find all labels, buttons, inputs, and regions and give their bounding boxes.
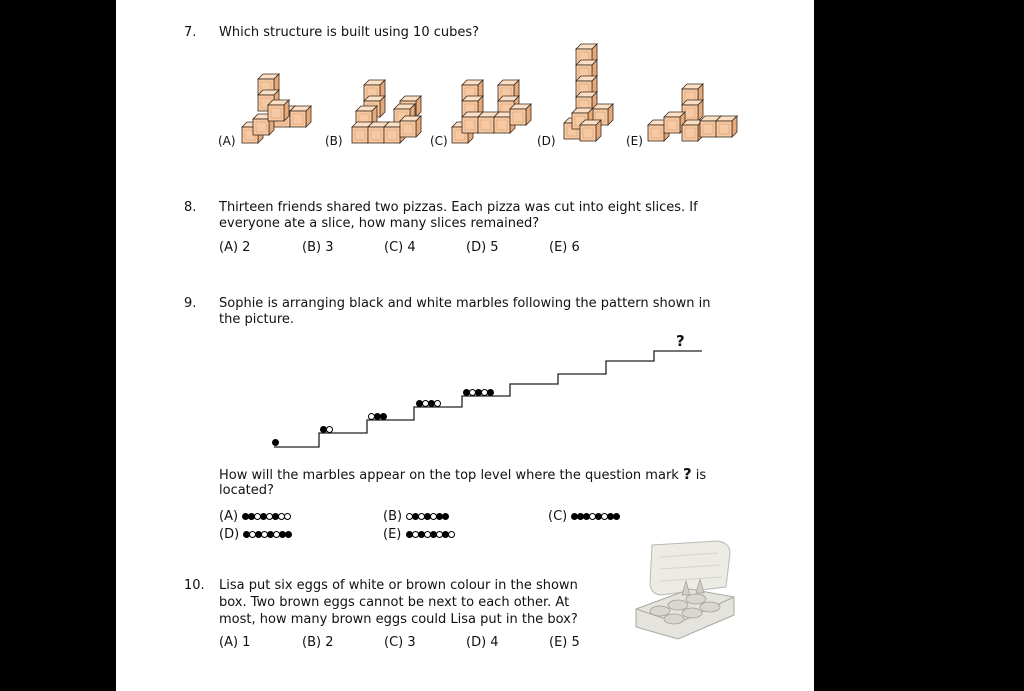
stair-step-5-marbles (463, 389, 493, 396)
q8-option-b[interactable]: (B) 3 (302, 240, 334, 255)
stair-step-1-marbles (272, 439, 278, 446)
q9-option-b[interactable] (383, 509, 448, 525)
q9-option-b-marbles (406, 513, 448, 520)
question-9-line-2: the picture. (219, 312, 295, 327)
stair-step-2-marbles (320, 426, 332, 433)
question-8-line-2: everyone ate a slice, how many slices remained? (219, 216, 540, 231)
question-10-line-3: most, how many brown eggs could Lisa put in the box? (219, 612, 578, 627)
question-8-line-1: Thirteen friends shared two pizzas. Each pizza was cut into eight slices. If (219, 200, 698, 215)
q9-option-a[interactable] (219, 509, 290, 525)
q9-option-e-marbles (406, 531, 454, 538)
stair-step-3-marbles (368, 413, 386, 420)
q9-option-e-label: (E) (383, 527, 402, 542)
q9-option-c-label: (C) (548, 509, 568, 524)
q9-option-c-marbles (571, 513, 619, 520)
structure-e (648, 84, 737, 141)
structure-b (352, 80, 421, 143)
q8-option-c[interactable]: (C) 4 (384, 240, 416, 255)
stair-step-4-marbles (416, 400, 440, 407)
q9-option-c[interactable] (548, 509, 619, 525)
q10-option-b[interactable]: (B) 2 (302, 635, 334, 650)
stair-question-mark: ? (676, 332, 685, 350)
worksheet-page (116, 0, 814, 691)
q7-option-b-label: (B) (325, 134, 343, 148)
egg-carton-image (630, 535, 740, 645)
q7-option-a-label: (A) (218, 134, 236, 148)
q10-option-e[interactable]: (E) 5 (549, 635, 580, 650)
q10-option-c[interactable]: (C) 3 (384, 635, 416, 650)
q8-option-d[interactable]: (D) 5 (466, 240, 499, 255)
question-9-follow-up-line-1 (219, 466, 706, 484)
question-7-text: Which structure is built using 10 cubes? (219, 25, 480, 40)
question-8-number: 8. (184, 200, 197, 215)
question-9-line-1: Sophie is arranging black and white marbles following the pattern shown in (219, 296, 711, 311)
q8-option-a[interactable]: (A) 2 (219, 240, 251, 255)
q10-option-d[interactable]: (D) 4 (466, 635, 499, 650)
question-10-line-1: Lisa put six eggs of white or brown colour in the shown (219, 578, 578, 593)
q9-option-a-marbles (242, 513, 290, 520)
q7-option-c-label: (C) (430, 134, 448, 148)
question-9-follow-up-part-a: How will the marbles appear on the top level where the question mark (219, 468, 679, 483)
q9-option-d[interactable] (219, 527, 291, 543)
q8-option-e[interactable]: (E) 6 (549, 240, 580, 255)
question-7-number: 7. (184, 25, 197, 40)
structure-a (242, 74, 311, 143)
structure-c (452, 80, 531, 143)
q9-option-b-label: (B) (383, 509, 403, 524)
q7-option-d-label: (D) (537, 134, 556, 148)
question-9-follow-up-line-2: located? (219, 483, 274, 498)
question-9-follow-up-qmark: ? (682, 465, 692, 483)
q9-option-a-label: (A) (219, 509, 239, 524)
question-10-number: 10. (184, 578, 205, 593)
q9-option-e[interactable] (383, 527, 454, 543)
question-10-line-2: box. Two brown eggs cannot be next to each other. At (219, 595, 570, 610)
q9-option-d-marbles (243, 531, 291, 538)
q10-option-a[interactable]: (A) 1 (219, 635, 251, 650)
structure-d (564, 44, 613, 141)
question-9-follow-up-part-b: is (695, 468, 707, 483)
q9-option-d-label: (D) (219, 527, 240, 542)
q7-option-e-label: (E) (626, 134, 643, 148)
question-9-number: 9. (184, 296, 197, 311)
